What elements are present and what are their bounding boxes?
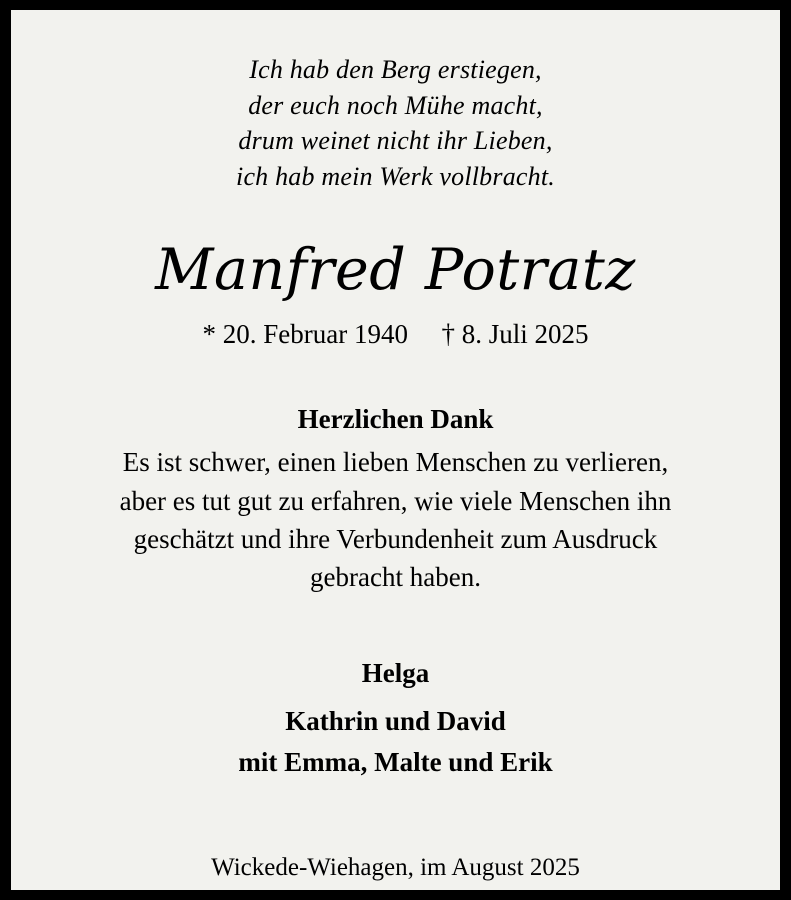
poem-block <box>236 52 555 194</box>
life-dates <box>203 319 589 350</box>
thanks-text <box>120 443 672 596</box>
thanks-heading: Herzlichen Dank <box>297 404 494 435</box>
deceased-name: Manfred Potratz <box>155 237 636 304</box>
family-names <box>238 653 552 783</box>
thanks-line-3: geschätzt und ihre Verbundenheit zum Ausdruck <box>133 524 658 555</box>
poem-line-2: der euch noch Mühe macht, <box>248 90 543 120</box>
place-and-date: Wickede-Wiehagen, im August 2025 <box>211 854 580 882</box>
death-date: † 8. Juli 2025 <box>441 319 589 350</box>
obituary-card <box>10 9 781 891</box>
poem-line-4: ich hab mein Werk vollbracht. <box>236 161 555 191</box>
thanks-line-1: Es ist schwer, einen lieben Menschen zu verlieren, <box>122 447 669 478</box>
poem-line-3: drum weinet nicht ihr Lieben, <box>238 126 553 156</box>
thanks-line-2: aber es tut gut zu erfahren, wie viele Menschen ihn <box>119 485 672 516</box>
thanks-line-4: gebracht haben. <box>310 562 481 593</box>
family-line-1: Helga <box>361 657 430 688</box>
family-line-2: Kathrin und David <box>285 706 506 737</box>
poem-line-1: Ich hab den Berg erstiegen, <box>249 55 542 84</box>
birth-date: * 20. Februar 1940 <box>202 319 408 350</box>
family-line-3: mit Emma, Malte und Erik <box>238 746 553 777</box>
